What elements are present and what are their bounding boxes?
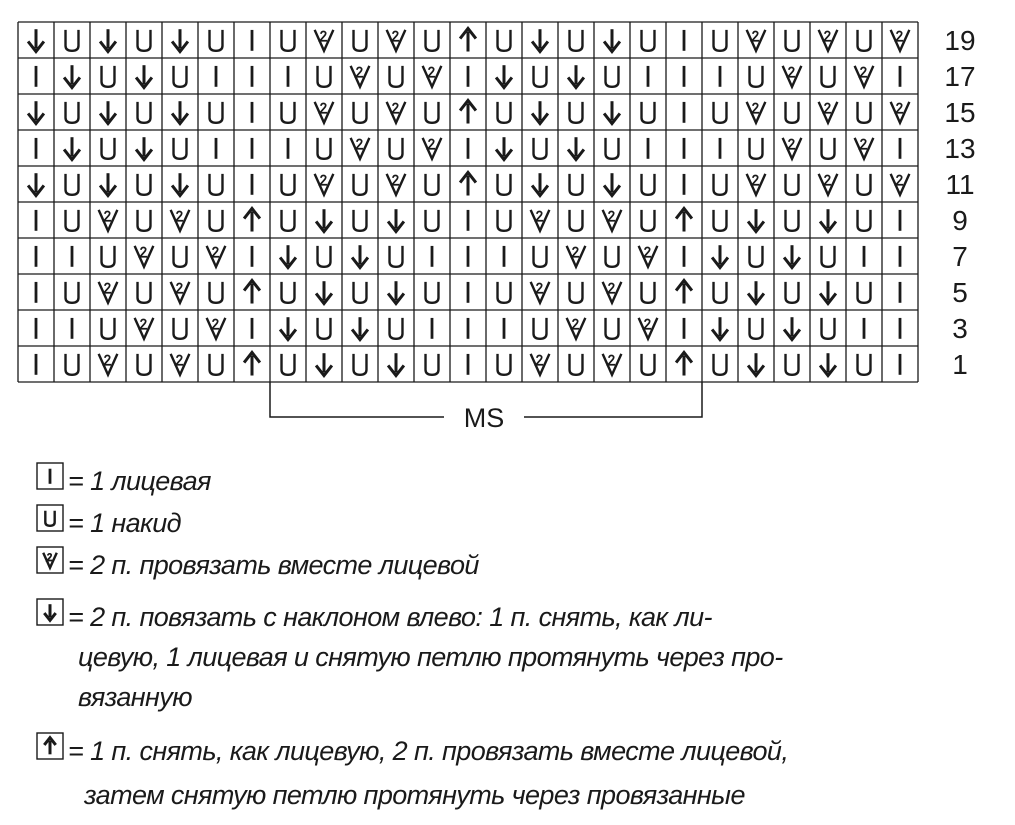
double-decrease-icon: [36, 732, 64, 760]
row-number-label: 13: [944, 133, 976, 164]
legend-text-left-decrease-line2: цевую, 1 лицевая и снятую петлю протянуть через про-: [78, 642, 783, 672]
legend-item-k2tog: [36, 546, 479, 584]
left-decrease-icon: [36, 598, 64, 626]
legend-text-double-decrease-line2: затем снятую петлю протянуть через провязанные: [84, 780, 745, 810]
legend-text-yarn-over: = 1 накид: [68, 508, 181, 538]
repeat-label: MS: [463, 403, 505, 433]
row-number-label: 11: [945, 169, 975, 200]
legend-symbol-glyph: [45, 511, 54, 526]
legend-text-left-decrease: = 2 п. повязать с наклоном влево: 1 п. снять, как ли-: [68, 602, 712, 632]
row-number-label: 17: [944, 61, 976, 92]
legend-symbol-glyph: [44, 604, 55, 620]
row-number-label: 9: [952, 205, 968, 236]
yarn-over-icon: [36, 504, 64, 532]
legend-item-left-decrease: [36, 598, 712, 636]
legend-text-double-decrease: = 1 п. снять, как лицевую, 2 п. провязать вместе лицевой,: [68, 736, 789, 766]
legend-symbol-glyph: [44, 738, 55, 755]
row-number-label: 7: [952, 241, 968, 272]
legend-symbol-glyph: [43, 553, 57, 568]
knit-stitch-icon: [36, 462, 64, 490]
legend-symbol-box: [37, 505, 63, 531]
legend-item-double-decrease: [36, 732, 788, 770]
row-number-label: 3: [952, 313, 968, 344]
legend-text-knit: = 1 лицевая: [68, 466, 211, 496]
row-number-label: 1: [952, 349, 968, 380]
row-number-label: 19: [944, 25, 976, 56]
legend-item-knit: [36, 462, 211, 500]
legend-text-left-decrease-line3: вязанную: [78, 682, 192, 712]
k2tog-icon: [36, 546, 64, 574]
legend-text-k2tog: = 2 п. провязать вместе лицевой: [68, 550, 479, 580]
row-number-label: 5: [952, 277, 968, 308]
legend-item-yarn-over: [36, 504, 181, 542]
row-number-label: 15: [944, 97, 976, 128]
